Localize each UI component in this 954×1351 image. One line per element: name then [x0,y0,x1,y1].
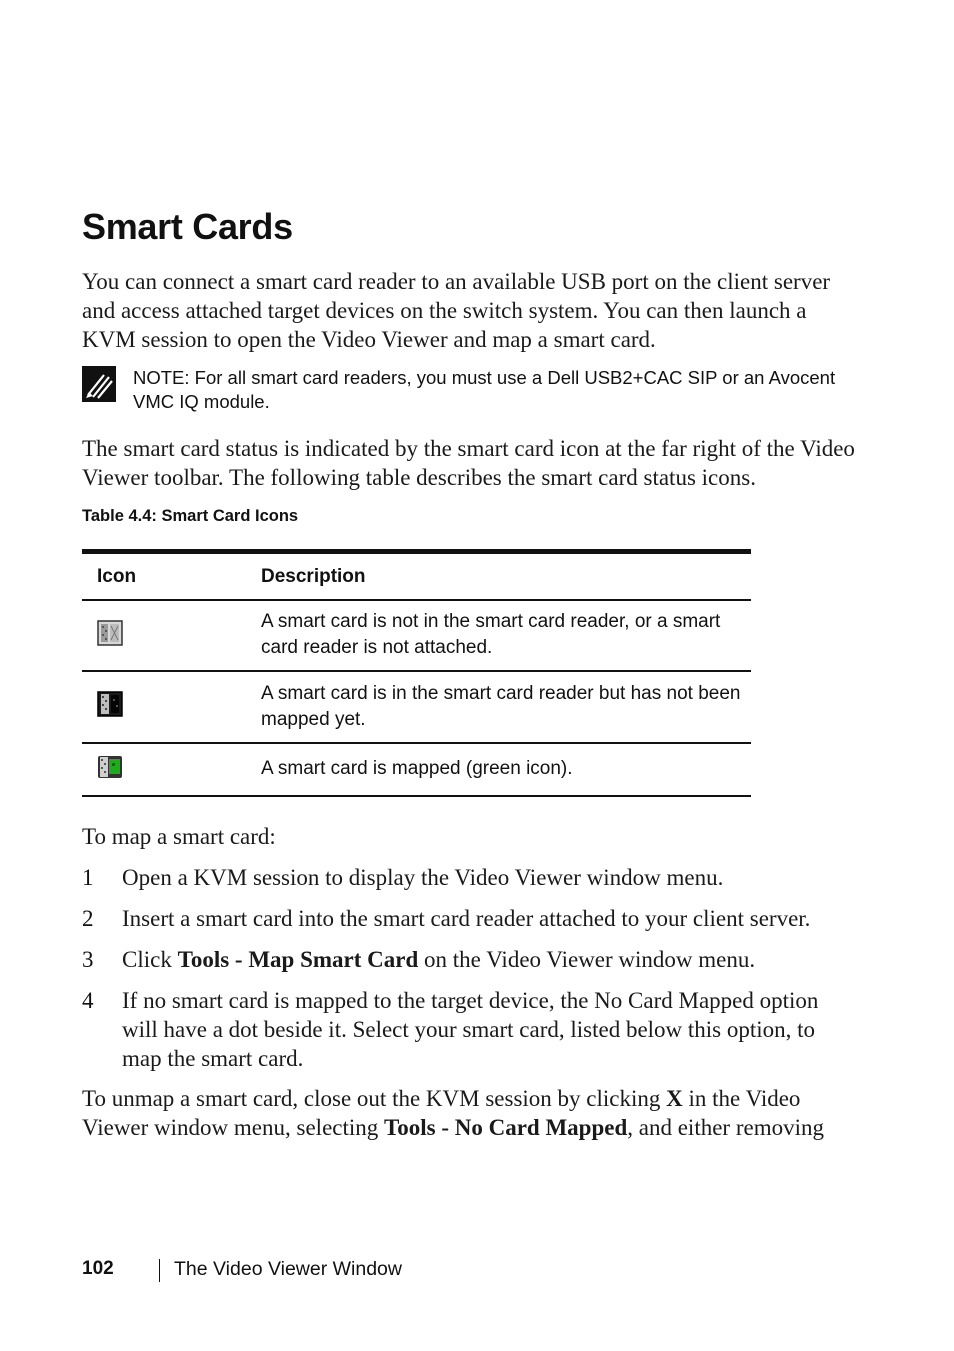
step-2-text: Insert a smart card into the smart card reader attached to your client server. [122,906,811,931]
status-paragraph: The smart card status is indicated by the smart card icon at the far right of the Video Viewer toolbar. The following table describes the smart card status icons. [82,436,855,490]
step-3-part: on the Video Viewer window menu. [418,947,756,972]
menu-path-no-card-mapped: Tools - No Card Mapped [384,1115,628,1140]
table-caption: Table 4.4: Smart Card Icons [82,507,299,525]
menu-path-map-smart-card: Tools - Map Smart Card [177,947,419,972]
table-row-rule [82,742,751,744]
unmap-text: To unmap a smart card, close out the KVM session by clicking [82,1086,667,1111]
table-header-description: Description [261,566,366,587]
step-1-text: Open a KVM session to display the Video Viewer window menu. [122,865,724,890]
footer-divider [159,1259,160,1282]
step-4-text: If no smart card is mapped to the target device, the No Card Mapped option will have a dot beside it. Select your smart card, listed below this option, to map the smart card. [122,988,819,1071]
table-header-rule [82,599,751,601]
unmap-text: in the Video Viewer window menu, selecting [82,1086,801,1140]
table-top-rule [82,549,751,554]
page-title: Smart Cards [82,206,293,247]
table-row-3-description: A smart card is mapped (green icon). [261,758,573,779]
smart-card-not-mapped-icon [97,691,123,717]
table-row-2-description: A smart card is in the smart card reader but has not been mapped yet. [261,683,741,730]
footer-section-title: The Video Viewer Window [174,1258,402,1280]
table-header-icon: Icon [97,566,137,587]
table-bottom-rule [82,795,751,797]
table-row-rule [82,670,751,672]
page-number: 102 [82,1258,114,1279]
unmap-text: , and either removing [627,1115,824,1140]
step-number: 2 [82,906,94,931]
map-intro: To map a smart card: [82,824,276,849]
smart-card-not-present-icon [97,620,123,646]
close-x-label: X [666,1086,683,1111]
unmap-paragraph [82,1084,862,1142]
step-number: 3 [82,947,94,972]
table-row-1-description: A smart card is not in the smart card reader, or a smart card reader is not attached. [261,611,721,658]
smart-card-mapped-icon [97,754,123,780]
intro-paragraph: You can connect a smart card reader to an available USB port on the client server and access attached target devices on the switch system. You can then launch a KVM session to open the Video Viewer and map a smart card. [82,269,831,352]
note [133,366,853,414]
step-3-part: Click [122,947,178,972]
step-number: 1 [82,865,94,890]
note-body: For all smart card readers, you must use a Dell USB2+CAC SIP or an Avocent VMC IQ module. [133,367,836,412]
note-label: NOTE: [133,367,190,388]
note-pencil-icon [82,366,116,402]
step-number: 4 [82,988,94,1013]
step-3-text [122,945,852,974]
